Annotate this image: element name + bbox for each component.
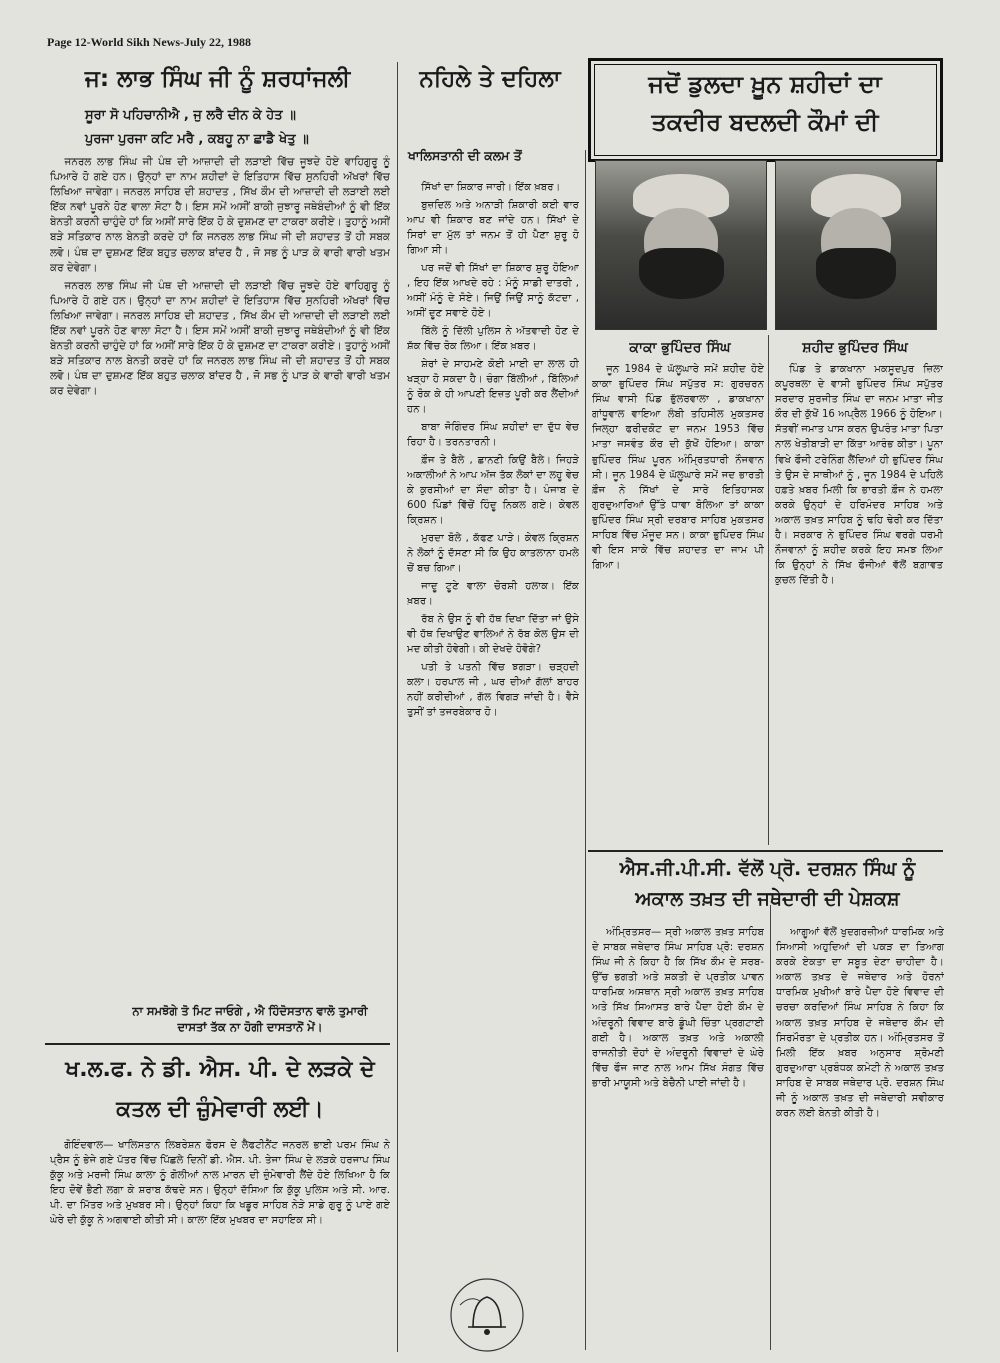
satire-item: ਫ਼ੌਜ ਤੇ ਬੈਲੇ , ਛਾਨਣੀ ਕਿਉਂ ਬੈਲੇ। ਜਿਹੜੇ ਅਕਾਲੀਆਂ ਨੇ ਆਪ ਅੱਜ ਤੱਕ ਲੋਕਾਂ ਦਾ ਲਹੂ ਵੇਚ ਕੇ ਕੁਰਸੀਆਂ ਦਾ ਸੌਦਾ ਕੀਤਾ ਹੈ। ਪੰਜਾਬ ਦੇ 600 ਪਿੰਡਾਂ ਵਿੱਚੋਂ ਹਿੰਦੂ ਨਿਕਲ ਗਏ। ਕੇਵਲ ਕ੍ਰਿਸ਼ਨ। xyxy=(407,455,579,526)
article-paragraph: ਜਨਰਲ ਲਾਭ ਸਿੰਘ ਜੀ ਪੰਥ ਦੀ ਆਜ਼ਾਦੀ ਦੀ ਲੜਾਈ ਵਿੱਚ ਜੂਝਦੇ ਹੋਏ ਵਾਹਿਗੁਰੂ ਨੂੰ ਪਿਆਰੇ ਹੋ ਗਏ ਹਨ। ਉਨ੍ਹਾਂ ਦਾ ਨਾਮ ਸ਼ਹੀਦਾਂ ਦੇ ਇਤਿਹਾਸ ਵਿੱਚ ਸੁਨਹਿਰੀ ਅੱਖਰਾਂ ਵਿੱਚ ਲਿਖਿਆ ਜਾਵੇਗਾ। ਜਨਰਲ ਸਾਹਿਬ ਦੀ ਸ਼ਹਾਦਤ , ਸਿੱਖ ਕੌਮ ਦੀ ਆਜ਼ਾਦੀ ਦੀ ਲੜਾਈ ਲਈ ਇੱਕ ਨਵਾਂ ਪੂਰਨੇ ਹੋਣ ਵਾਲਾ ਸੋਟਾ ਹੈ। ਇਸ ਸਮੇਂ ਅਸੀਂ ਬਾਕੀ ਜੁਝਾਰੂ ਜਥੇਬੰਦੀਆਂ ਨੂੰ ਵੀ ਇੱਕ ਬੇਨਤੀ ਕਰਨੀ ਚਾਹੁੰਦੇ ਹਾਂ ਕਿ ਅਸੀਂ ਸਾਰੇ ਇੱਕ ਹੋ ਕੇ ਦੁਸ਼ਮਣ ਦਾ ਟਾਕਰਾ ਕਰੀਏ। ਤੁਹਾਨੂੰ ਅਸੀਂ ਬੜੇ ਸਤਿਕਾਰ ਨਾਲ ਬੇਨਤੀ ਕਰਦੇ ਹਾਂ ਕਿ ਜਨਰਲ ਲਾਭ ਸਿੰਘ ਜੀ ਦੀ ਸ਼ਹਾਦਤ ਤੋਂ ਹੀ ਸਬਕ ਲਵੋ। ਪੰਥ ਦਾ ਦੁਸ਼ਮਣ ਇੱਕ ਬਹੁਤ ਚਲਾਕ ਬਾਂਦਰ ਹੈ , ਜੋ ਸਭ ਨੂੰ ਪਾੜ ਕੇ ਵਾਰੀ ਵਾਰੀ ਖਤਮ ਕਰ ਦੇਵੇਗਾ। xyxy=(50,156,390,274)
article-paragraph: ਜਨਰਲ ਲਾਭ ਸਿੰਘ ਜੀ ਪੰਥ ਦੀ ਆਜ਼ਾਦੀ ਦੀ ਲੜਾਈ ਵਿੱਚ ਜੂਝਦੇ ਹੋਏ ਵਾਹਿਗੁਰੂ ਨੂੰ ਪਿਆਰੇ ਹੋ ਗਏ ਹਨ। ਉਨ੍ਹਾਂ ਦਾ ਨਾਮ ਸ਼ਹੀਦਾਂ ਦੇ ਇਤਿਹਾਸ ਵਿੱਚ ਸੁਨਹਿਰੀ ਅੱਖਰਾਂ ਵਿੱਚ ਲਿਖਿਆ ਜਾਵੇਗਾ। ਜਨਰਲ ਸਾਹਿਬ ਦੀ ਸ਼ਹਾਦਤ , ਸਿੱਖ ਕੌਮ ਦੀ ਆਜ਼ਾਦੀ ਦੀ ਲੜਾਈ ਲਈ ਇੱਕ ਨਵਾਂ ਪੂਰਨੇ ਹੋਣ ਵਾਲਾ ਸੋਟਾ ਹੈ। ਇਸ ਸਮੇਂ ਅਸੀਂ ਬਾਕੀ ਜੁਝਾਰੂ ਜਥੇਬੰਦੀਆਂ ਨੂੰ ਵੀ ਇੱਕ ਬੇਨਤੀ ਕਰਨੀ ਚਾਹੁੰਦੇ ਹਾਂ ਕਿ ਅਸੀਂ ਸਾਰੇ ਇੱਕ ਹੋ ਕੇ ਦੁਸ਼ਮਣ ਦਾ ਟਾਕਰਾ ਕਰੀਏ। ਤੁਹਾਨੂੰ ਅਸੀਂ ਬੜੇ ਸਤਿਕਾਰ ਨਾਲ ਬੇਨਤੀ ਕਰਦੇ ਹਾਂ ਕਿ ਜਨਰਲ ਲਾਭ ਸਿੰਘ ਜੀ ਦੀ ਸ਼ਹਾਦਤ ਤੋਂ ਹੀ ਸਬਕ ਲਵੋ। ਪੰਥ ਦਾ ਦੁਸ਼ਮਣ ਇੱਕ ਬਹੁਤ ਚਲਾਕ ਬਾਂਦਰ ਹੈ , ਜੋ ਸਭ ਨੂੰ ਪਾੜ ਕੇ ਵਾਰੀ ਵਾਰੀ ਖਤਮ ਕਰ ਦੇਵੇਗਾ। xyxy=(50,279,390,398)
headline-tribute: ਜ: ਲਾਭ ਸਿੰਘ ਜੀ ਨੂੰ ਸ਼ਰਧਾਂਜਲੀ xyxy=(84,66,351,92)
satire-item: ਬਿੱਲੇ ਨੂੰ ਦਿੱਲੀ ਪੁਲਿਸ ਨੇ ਅੱਤਵਾਦੀ ਹੋਣ ਦੇ ਸ਼ੱਕ ਵਿੱਚ ਰੋਕ ਲਿਆ। ਇੱਕ ਖ਼ਬਰ। xyxy=(407,326,579,352)
portrait-photo-right xyxy=(775,160,937,330)
article-paragraph: ਗੋਇੰਦਵਾਲ— ਖਾਲਿਸਤਾਨ ਲਿਬਰੇਸ਼ਨ ਫੋਰਸ ਦੇ ਲੈਫਟੀਨੈਂਟ ਜਨਰਲ ਭਾਈ ਪਰਮ ਸਿੰਘ ਨੇ ਪ੍ਰੈਸ ਨੂੰ ਭੇਜੇ ਗਏ ਪੱਤਰ ਵਿੱਚ ਪਿੱਛਲੇ ਦਿਨੀਂ ਡੀ. ਐਸ. ਪੀ. ਤੇਜਾ ਸਿੰਘ ਦੇ ਲੜਕੇ ਹਰਜਾਪ ਸਿੰਘ ਕੁੱਕੂ ਅਤੇ ਮਰਜੀ ਸਿੰਘ ਕਾਲਾ ਨੂੰ ਗੋਲੀਆਂ ਨਾਲ ਮਾਰਨ ਦੀ ਜ਼ੁੰਮੇਵਾਰੀ ਲੈਂਦੇ ਹੋਏ ਲਿਖਿਆ ਹੈ ਕਿ ਇਹ ਦੋਵੇਂ ਭੈਣੀ ਲਗਾ ਕੇ ਸ਼ਰਾਬ ਕੱਢਦੇ ਸਨ। ਉਨ੍ਹਾਂ ਦੱਸਿਆ ਕਿ ਕੁੱਕੂ ਪੁਲਿਸ ਅਤੇ ਸੀ. ਆਰ. ਪੀ. ਦਾ ਮਿੱਤਰ ਅਤੇ ਮੁਖਬਰ ਸੀ। ਉਨ੍ਹਾਂ ਕਿਹਾ ਕਿ ਖਡੂਰ ਸਾਹਿਬ ਨੇੜੇ ਸਾਡੇ ਗੁਰੂ ਨੂੰ ਪਾਏ ਗਏ ਘੇਰੇ ਦੀ ਕੁੱਕੂ ਨੇ ਅਗਵਾਈ ਕੀਤੀ ਸੀ। ਕਾਲਾ ਇੱਕ ਮੁਖਬਰ ਦਾ ਸਹਾਇਕ ਸੀ। xyxy=(50,1140,390,1227)
feature-banner-line-2: ਤਕਦੀਰ ਬਦਲਦੀ ਕੌਮਾਂ ਦੀ xyxy=(651,108,879,136)
sgpc-body-left xyxy=(592,925,764,1345)
satire-column xyxy=(407,180,579,1185)
tribute-article-body xyxy=(50,155,390,955)
article-paragraph: ਜੂਨ 1984 ਦੇ ਘੱਲੂਘਾਰੇ ਸਮੇਂ ਸ਼ਹੀਦ ਹੋਏ ਕਾਕਾ ਭੁਪਿੰਦਰ ਸਿੰਘ ਸਪੁੱਤਰ ਸ: ਗੁਰਚਰਨ ਸਿੰਘ ਵਾਸੀ ਪਿੰਡ ਭੁੱਲਰਵਾਲਾ , ਡਾਕਖਾਨਾ ਗਾਂਧੂਵਾਲ ਵਾਇਆ ਲੰਬੀ ਤਹਿਸੀਲ ਮੁਕਤਸਰ ਜਿਲ੍ਹਾ ਫਰੀਦਕੋਟ ਦਾ ਜਨਮ 1953 ਵਿੱਚ ਮਾਤਾ ਜਸਵੰਤ ਕੌਰ ਦੀ ਕੁੱਖੋਂ ਹੋਇਆ। ਕਾਕਾ ਭੁਪਿੰਦਰ ਸਿੰਘ ਪੂਰਨ ਅੰਮ੍ਰਿਤਧਾਰੀ ਨੌਜਵਾਨ ਸੀ। ਜੂਨ 1984 ਦੇ ਘੱਲੂਘਾਰੇ ਸਮੇਂ ਜਦ ਭਾਰਤੀ ਫ਼ੌਜ ਨੇ ਸਿੱਖਾਂ ਦੇ ਸਾਰੇ ਇਤਿਹਾਸਕ ਗੁਰਦੁਆਰਿਆਂ ਉੱਤੇ ਧਾਵਾ ਬੋਲਿਆ ਤਾਂ ਕਾਕਾ ਭੁਪਿੰਦਰ ਸਿੰਘ ਸ੍ਰੀ ਦਰਬਾਰ ਸਾਹਿਬ ਮੁਕਤਸਰ ਸਾਹਿਬ ਵਿੱਚ ਮੌਜੂਦ ਸਨ। ਕਾਕਾ ਭੁਪਿੰਦਰ ਸਿੰਘ ਵੀ ਇਸ ਸਾਕੇ ਵਿੱਚ ਸ਼ਹਾਦਤ ਦਾ ਜਾਮ ਪੀ ਗਿਆ। xyxy=(592,364,764,572)
photo-caption-right: ਸ਼ਹੀਦ ਭੁਪਿੰਦਰ ਸਿੰਘ xyxy=(802,340,908,356)
section-rule xyxy=(588,850,943,852)
headline-nehle-te-dehla: ਨਹਿਲੇ ਤੇ ਦਹਿਲਾ xyxy=(419,66,561,92)
section-rule xyxy=(45,1043,390,1045)
feature-banner-line-1: ਜਦੋਂ ਡੁਲਦਾ ਖ਼ੂਨ ਸ਼ਹੀਦਾਂ ਦਾ xyxy=(648,70,882,98)
satire-item: ਸਿੱਖਾਂ ਦਾ ਸ਼ਿਕਾਰ ਜਾਰੀ। ਇੱਕ ਖ਼ਬਰ। xyxy=(421,182,561,193)
portrait-beard xyxy=(816,248,896,298)
satire-item: ਬੁਜ਼ਦਿਲ ਅਤੇ ਅਨਾੜੀ ਸ਼ਿਕਾਰੀ ਕਈ ਵਾਰ ਆਪ ਵੀ ਸ਼ਿਕਾਰ ਬਣ ਜਾਂਦੇ ਹਨ। ਸਿੱਖਾਂ ਦੇ ਸਿਰਾਂ ਦਾ ਮੁੱਲ ਤਾਂ ਜਨਮ ਤੋਂ ਹੀ ਪੈਣਾ ਸ਼ੁਰੂ ਹੋ ਗਿਆ ਸੀ। xyxy=(407,200,579,256)
page-folio: Page 12-World Sikh News-July 22, 1988 xyxy=(47,35,252,49)
feature-body-right xyxy=(775,362,943,842)
headline-klf: ਖ.ਲ.ਫ. ਨੇ ਡੀ. ਐਸ. ਪੀ. ਦੇ ਲੜਕੇ ਦੇ ਕਤਲ ਦੀ ਜ਼ੁੰਮੇਵਾਰੀ ਲਈ। xyxy=(65,1057,375,1122)
klf-article-body xyxy=(50,1138,390,1338)
sgpc-body-right xyxy=(776,925,944,1345)
article-paragraph: ਅੰਮ੍ਰਿਤਸਰ— ਸ੍ਰੀ ਅਕਾਲ ਤਖ਼ਤ ਸਾਹਿਬ ਦੇ ਸਾਬਕ ਜਥੇਦਾਰ ਸਿੰਘ ਸਾਹਿਬ ਪ੍ਰੋ: ਦਰਸ਼ਨ ਸਿੰਘ ਜੀ ਨੇ ਕਿਹਾ ਹੈ ਕਿ ਸਿੱਖ ਕੌਮ ਦੇ ਸਰਬ-ਉੱਚ ਭਗਤੀ ਅਤੇ ਸ਼ਕਤੀ ਦੇ ਪ੍ਰਤੀਕ ਪਾਵਨ ਧਾਰਮਿਕ ਅਸਥਾਨ ਸ੍ਰੀ ਅਕਾਲ ਤਖ਼ਤ ਸਾਹਿਬ ਅਤੇ ਸਿੱਖ ਸਿਆਸਤ ਬਾਰੇ ਪੈਦਾ ਹੋਈ ਕੌਮ ਦੇ ਅੰਦਰੂਨੀ ਵਿਵਾਦ ਬਾਰੇ ਡੂੰਘੀ ਚਿੰਤਾ ਪ੍ਰਗਟਾਈ ਗਈ ਹੈ। ਅਕਾਲ ਤਖ਼ਤ ਅਤੇ ਅਕਾਲੀ ਰਾਜਨੀਤੀ ਦੋਹਾਂ ਦੇ ਅੰਦਰੂਨੀ ਵਿਵਾਦਾਂ ਦੇ ਘੇਰੇ ਵਿੱਚ ਫੌਜ ਜਾਣ ਨਾਲ ਆਮ ਸਿੱਖ ਸੰਗਤ ਵਿੱਚ ਭਾਰੀ ਮਾਯੂਸੀ ਅਤੇ ਬੇਚੈਨੀ ਪਾਈ ਜਾਂਦੀ ਹੈ। xyxy=(592,927,764,1089)
satire-item: ਪਰ ਜਦੋਂ ਵੀ ਸਿੱਖਾਂ ਦਾ ਸ਼ਿਕਾਰ ਸ਼ੁਰੂ ਹੋਇਆ , ਇਹ ਇੱਕ ਆਖਦੇ ਰਹੇ : ਮੰਨੂੰ ਸਾਡੀ ਦਾਤਰੀ , ਅਸੀਂ ਮੰਨੂੰ ਦੇ ਸੋਏ। ਜਿਉਂ ਜਿਉਂ ਸਾਨੂੰ ਕੱਟਦਾ , ਅਸੀਂ ਦੂਣ ਸਵਾਏ ਹੋਏ। xyxy=(407,263,579,319)
satire-item: ਪਤੀ ਤੇ ਪਤਨੀ ਵਿੱਚ ਝਗੜਾ। ਚੜ੍ਹਦੀ ਕਲਾ। ਹਰਪਾਲ ਜੀ , ਘਰ ਦੀਆਂ ਗੱਲਾਂ ਬਾਹਰ ਨਹੀਂ ਕਰੀਦੀਆਂ , ਗੱਲ ਵਿਗੜ ਜਾਂਦੀ ਹੈ। ਵੈਸੇ ਤੁਸੀਂ ਤਾਂ ਤਜਰਬੇਕਾਰ ਹੋ। xyxy=(407,662,579,718)
article-paragraph: ਆਗੂਆਂ ਵੱਲੋਂ ਖੁਦਗਰਜ਼ੀਆਂ ਧਾਰਮਿਕ ਅਤੇ ਸਿਆਸੀ ਅਹੁਦਿਆਂ ਦੀ ਪਕੜ ਦਾ ਤਿਆਗ ਕਰਕੇ ਏਕਤਾ ਦਾ ਸਬੂਤ ਦੇਣਾ ਚਾਹੀਦਾ ਹੈ। ਅਕਾਲ ਤਖ਼ਤ ਦੇ ਜਥੇਦਾਰ ਅਤੇ ਹੋਰਨਾਂ ਧਾਰਮਿਕ ਮੁਖੀਆਂ ਬਾਰੇ ਪੈਦਾ ਹੋਏ ਵਿਵਾਦ ਦੀ ਚਰਚਾ ਕਰਦਿਆਂ ਸਿੰਘ ਸਾਹਿਬ ਨੇ ਕਿਹਾ ਕਿ ਅਕਾਲ ਤਖ਼ਤ ਸਾਹਿਬ ਦੇ ਜਥੇਦਾਰ ਕੌਮ ਦੀ ਸਿਰਮੌਰਤਾ ਦੇ ਪ੍ਰਤੀਕ ਹਨ। ਅੰਮ੍ਰਿਤਸਰ ਤੋਂ ਮਿਲੀ ਇੱਕ ਖ਼ਬਰ ਅਨੁਸਾਰ ਸ਼੍ਰੋਮਣੀ ਗੁਰਦੁਆਰਾ ਪ੍ਰਬੰਧਕ ਕਮੇਟੀ ਨੇ ਅਕਾਲ ਤਖ਼ਤ ਸਾਹਿਬ ਦੇ ਸਾਬਕ ਜਥੇਦਾਰ ਪ੍ਰੋ. ਦਰਸ਼ਨ ਸਿੰਘ ਜੀ ਨੂੰ ਅਕਾਲ ਤਖ਼ਤ ਦੀ ਜਥੇਦਾਰੀ ਸਵੀਕਾਰ ਕਰਨ ਲਈ ਬੇਨਤੀ ਕੀਤੀ ਹੈ। xyxy=(776,927,944,1120)
portrait-photo-left xyxy=(595,160,767,330)
satire-item: ਸ਼ੇਰਾਂ ਦੇ ਸਾਹਮਣੇ ਕੋਈ ਮਾਈ ਦਾ ਲਾਲ ਹੀ ਖੜ੍ਹਾ ਹੋ ਸਕਦਾ ਹੈ। ਚੰਗਾ ਬਿੱਲੀਆਂ , ਬਿੱਲਿਆਂ ਨੂੰ ਰੋਕ ਕੇ ਹੀ ਆਪਣੀ ਇਜ਼ਤ ਪੂਰੀ ਕਰ ਲੈਂਦੀਆਂ ਹਨ। xyxy=(407,359,579,415)
bell-logo-icon xyxy=(440,1275,535,1355)
satire-item: ਰੱਬ ਨੇ ਉਸ ਨੂੰ ਵੀ ਹੱਥ ਦਿਖਾ ਦਿੱਤਾ ਜਾਂ ਉਸੇ ਵੀ ਹੱਥ ਦਿਖਾਉਣ ਵਾਲਿਆਂ ਨੇ ਰੱਬ ਕੋਲ ਉਸ ਦੀ ਮਦ ਕੀਤੀ ਹੋਵੇਗੀ। ਕੀ ਦੇਖਦੇ ਹੋਵੋਗੇ? xyxy=(407,614,579,655)
column-rule xyxy=(768,335,769,845)
portrait-beard xyxy=(639,248,724,298)
column-rule xyxy=(770,905,771,1350)
column-rule xyxy=(397,62,398,1352)
headline-sgpc-line-1: ਐਸ.ਜੀ.ਪੀ.ਸੀ. ਵੱਲੋਂ ਪ੍ਰੋ. ਦਰਸ਼ਨ ਸਿੰਘ ਨੂੰ xyxy=(619,858,916,880)
column-kicker: ਖਾਲਿਸਤਾਨੀ ਦੀ ਕਲਮ ਤੋਂ xyxy=(408,148,522,163)
article-paragraph: ਪਿੰਡ ਤੇ ਡਾਕਖਾਨਾ ਮਕਸੂਦਪੁਰ ਜ਼ਿਲਾ ਕਪੂਰਥਲਾ ਦੇ ਵਾਸੀ ਭੁਪਿੰਦਰ ਸਿੰਘ ਸਪੁੱਤਰ ਸਰਦਾਰ ਸੁਰਜੀਤ ਸਿੰਘ ਦਾ ਜਨਮ ਮਾਤਾ ਜੀਤ ਕੌਰ ਦੀ ਕੁੱਖੋਂ 16 ਅਪ੍ਰੈਲ 1966 ਨੂੰ ਹੋਇਆ। ਸੱਤਵੀਂ ਜਮਾਤ ਪਾਸ ਕਰਨ ਉਪਰੰਤ ਮਾਤਾ ਪਿਤਾ ਨਾਲ ਖੇਤੀਬਾੜੀ ਦਾ ਕਿੱਤਾ ਆਰੰਭ ਕੀਤਾ। ਪੂਨਾ ਵਿਖੇ ਫੌਜੀ ਟਰੇਨਿੰਗ ਲੈਂਦਿਆਂ ਹੀ ਭੁਪਿੰਦਰ ਸਿੰਘ ਤੇ ਉਸ ਦੇ ਸਾਥੀਆਂ ਨੂੰ , ਜੂਨ 1984 ਦੇ ਪਹਿਲੇ ਹਫ਼ਤੇ ਖ਼ਬਰ ਮਿਲੀ ਕਿ ਭਾਰਤੀ ਫ਼ੌਜ ਨੇ ਹਮਲਾ ਕਰਕੇ ਉਨ੍ਹਾਂ ਦੇ ਹਰਿਮੰਦਰ ਸਾਹਿਬ ਅਤੇ ਅਕਾਲ ਤਖ਼ਤ ਸਾਹਿਬ ਨੂੰ ਢਹਿ ਢੇਰੀ ਕਰ ਦਿੱਤਾ ਹੈ। ਸਰਕਾਰ ਨੇ ਭੁਪਿੰਦਰ ਸਿੰਘ ਵਰਗੇ ਧਰਮੀ ਨੌਜਵਾਨਾਂ ਨੂੰ ਸ਼ਹੀਦ ਕਰਕੇ ਇਹ ਸਮਝ ਲਿਆ ਕਿ ਉਨ੍ਹਾਂ ਨੇ ਸਿੱਖ ਫੌਜੀਆਂ ਵੱਲੋਂ ਬਗ਼ਾਵਤ ਕੁਚਲ ਦਿੱਤੀ ਹੈ। xyxy=(775,364,943,587)
headline-sgpc-line-2: ਅਕਾਲ ਤਖ਼ਤ ਦੀ ਜਥੇਦਾਰੀ ਦੀ ਪੇਸ਼ਕਸ਼ xyxy=(635,888,900,910)
satire-item: ਜਾਦੂ ਟੂਣੇ ਵਾਲਾ ਚੋਰਸ਼ੀ ਹਲਾਕ। ਇੱਕ ਖ਼ਬਰ। xyxy=(407,581,579,607)
satire-item: ਬਾਬਾ ਜੋਗਿੰਦਰ ਸਿੰਘ ਸ਼ਹੀਦਾਂ ਦਾ ਦੁੱਧ ਵੇਚ ਰਿਹਾ ਹੈ। ਤਰਨਤਾਰਨੀ। xyxy=(407,422,579,448)
photo-caption-left: ਕਾਕਾ ਭੁਪਿੰਦਰ ਸਿੰਘ xyxy=(629,340,731,356)
gurbani-verse-line-1: ਸੂਰਾ ਸੋ ਪਹਿਚਾਨੀਐ , ਜੁ ਲਰੈ ਦੀਨ ਕੇ ਹੇਤ ॥ xyxy=(85,108,296,123)
closing-couplet: ਨਾ ਸਮਝੋਗੇ ਤੋ ਮਿਟ ਜਾਓਗੇ , ਐ ਹਿੰਦੋਸਤਾਨ ਵਾਲੋ ਤੁਮਾਰੀ ਦਾਸਤਾਂ ਤੱਕ ਨਾ ਹੋਗੀ ਦਾਸਤਾਨੋਂ ਮੇਂ। xyxy=(132,1004,368,1034)
column-rule xyxy=(585,150,586,1350)
gurbani-verse-line-2: ਪੁਰਜਾ ਪੁਰਜਾ ਕਟਿ ਮਰੈ , ਕਬਹੂ ਨਾ ਛਾਡੈ ਖੇਤੁ ॥ xyxy=(85,132,309,147)
satire-item: ਮੁਰਦਾ ਬੋਲੇ , ਕੱਫਣ ਪਾੜੇ। ਕੇਵਲ ਕ੍ਰਿਸ਼ਨ ਨੇ ਲੋਕਾਂ ਨੂੰ ਦੱਸਣਾ ਸੀ ਕਿ ਉਹ ਕਾਤਲਾਨਾ ਹਮਲੇ ਚੋਂ ਬਚ ਗਿਆ। xyxy=(407,533,579,574)
feature-body-left xyxy=(592,362,764,842)
